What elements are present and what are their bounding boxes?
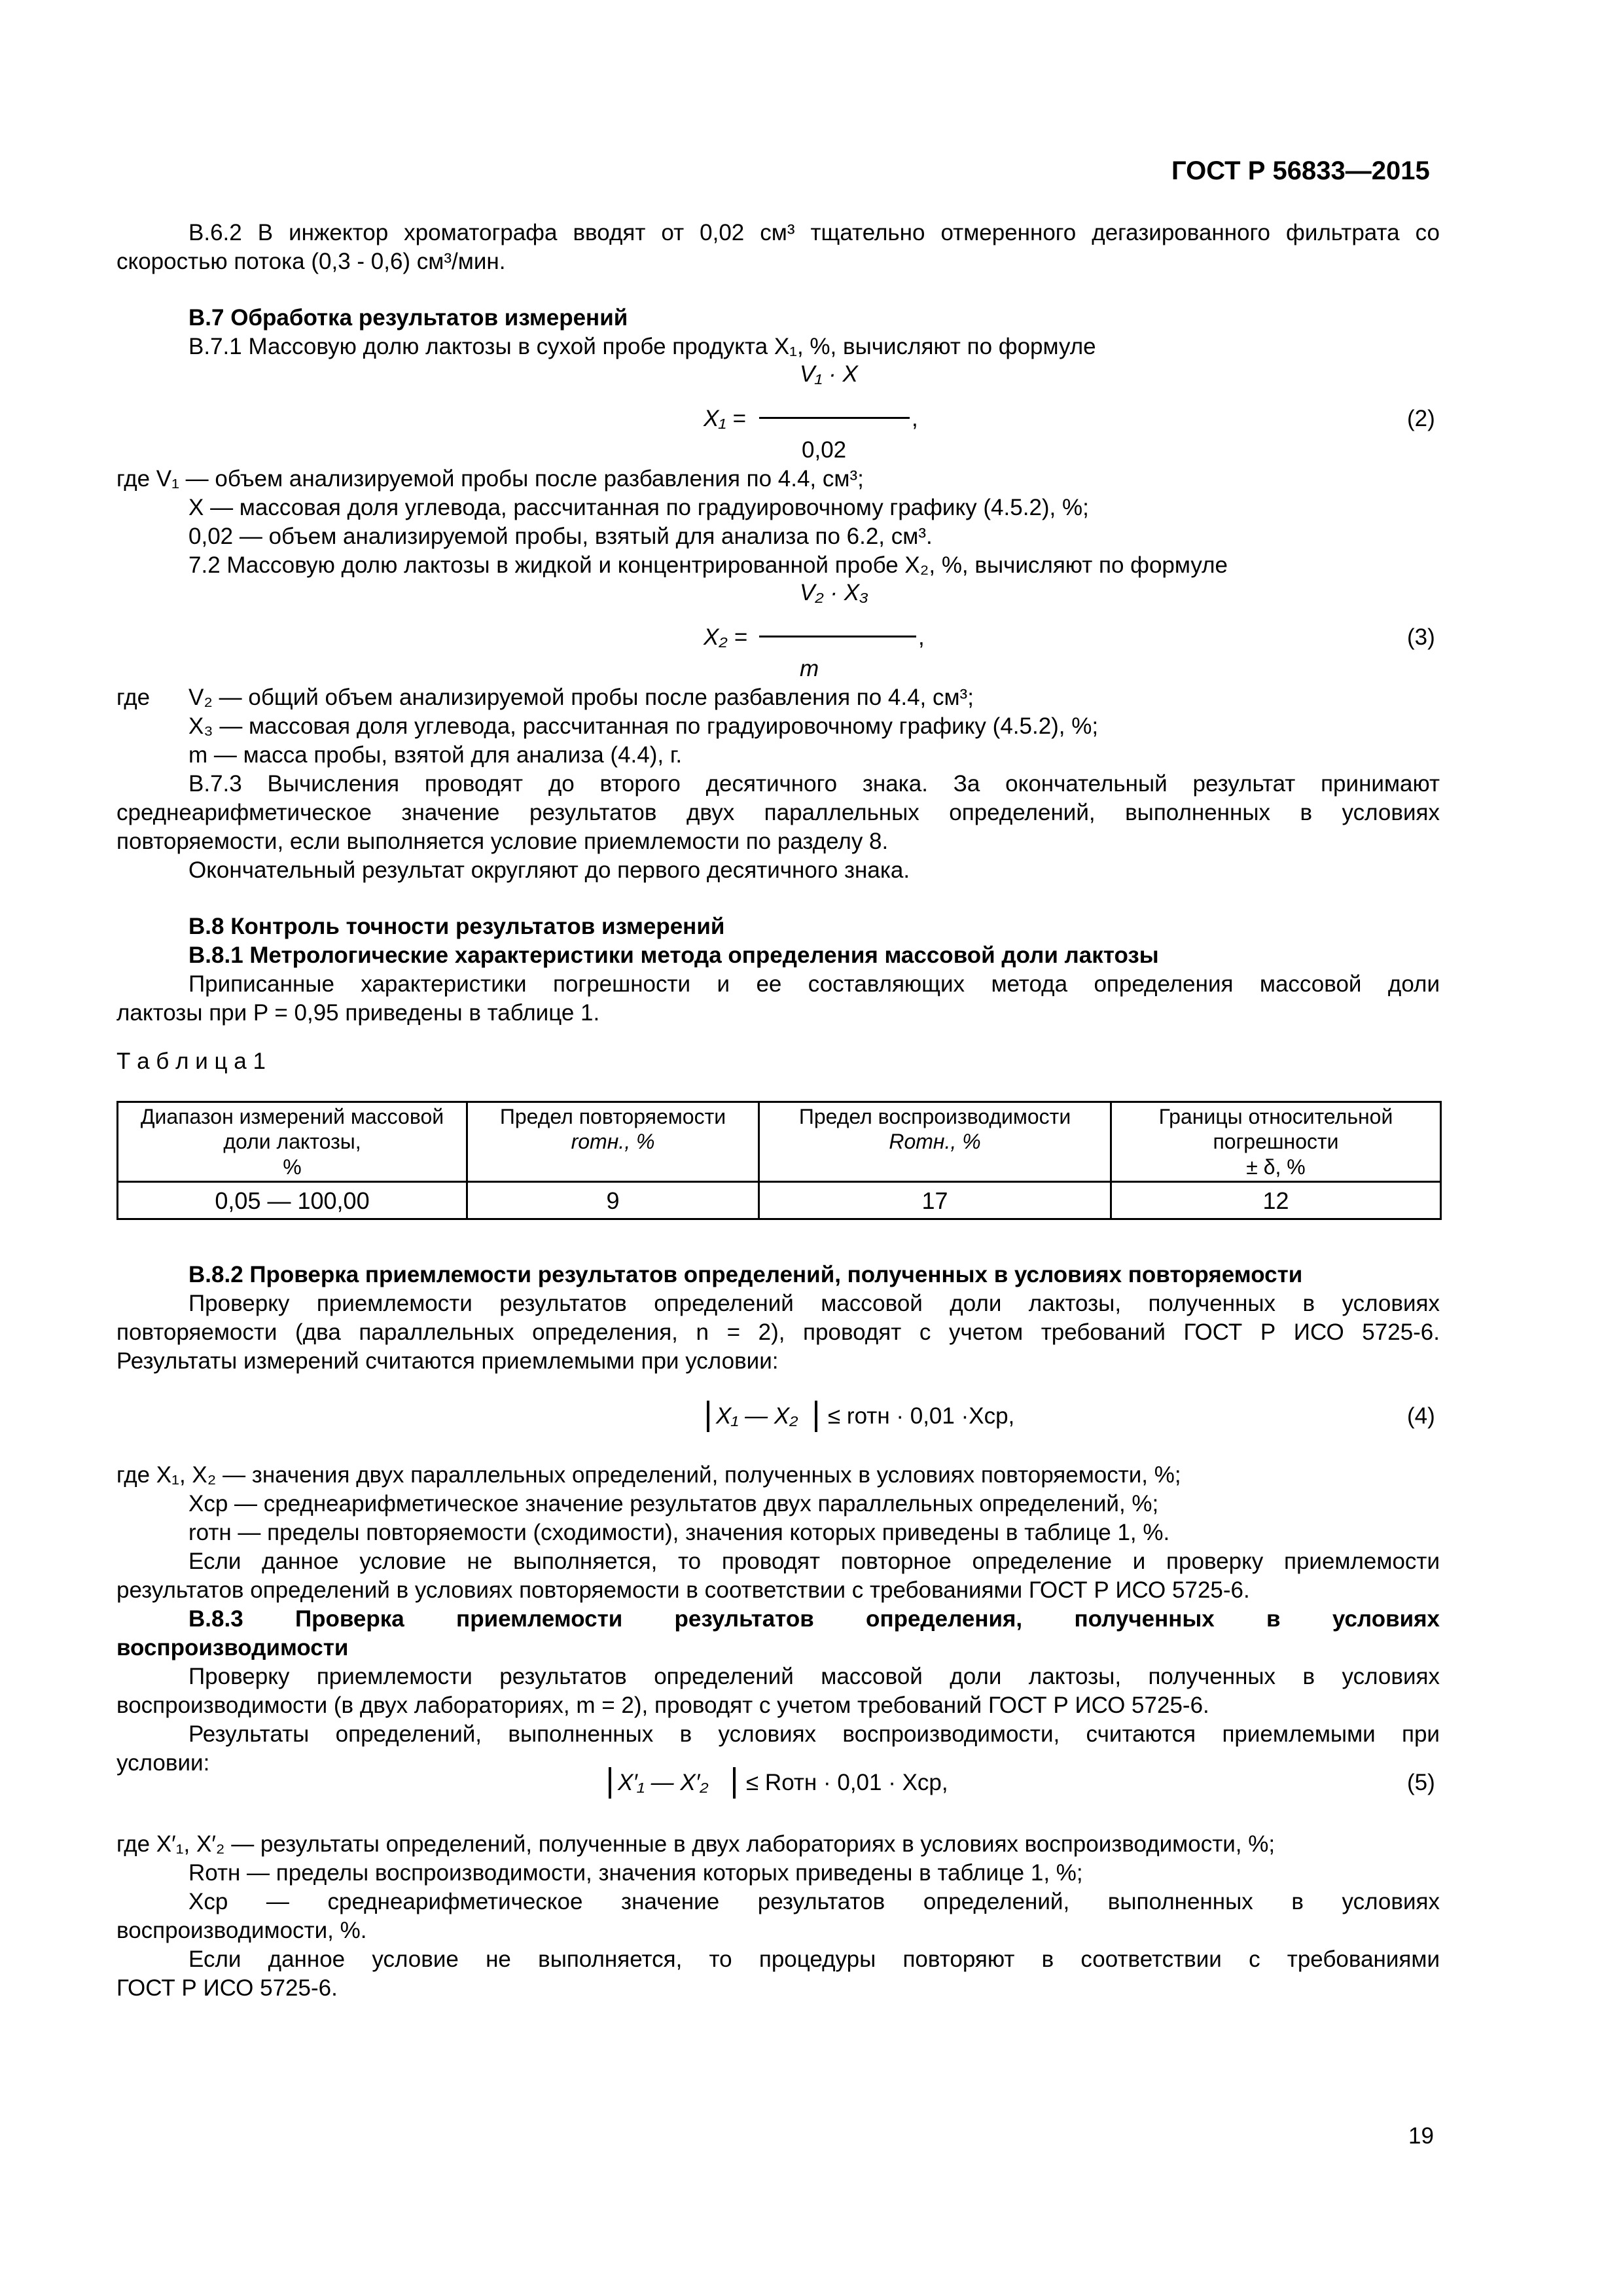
formula4-abs-bar-right [815,1401,817,1432]
b82-p2-line-1: Если данное условие не выполняется, то проводят повторное определение и проверку приемлемости [188,1549,1440,1574]
table-header-cell [1111,1102,1441,1182]
b83-line-3: Результаты определений, выполненных в условиях воспроизводимости, считаются приемлемыми при [188,1721,1440,1747]
formula2-comma: , [912,406,918,431]
b8-heading: В.8 Контроль точности результатов измерений [188,914,725,939]
b82-xcp-def: Xср — среднеарифметическое значение результатов двух параллельных определений, %; [188,1491,1159,1516]
b83-heading-line-2: воспроизводимости [116,1635,349,1660]
table-header-row [118,1102,1441,1182]
formula5-abs-bar-right [733,1767,736,1799]
b82-line-2: повторяемости (два параллельных определения, n = 2), проводят с учетом требований ГОСТ Р ИСО 5725-6. [116,1319,1440,1345]
formula2-fraction-line [759,417,910,419]
formula3-denominator: m [800,656,819,681]
formula2-denominator: 0,02 [802,437,847,463]
header-text: % [283,1155,302,1179]
b81-p1-line-1: Приписанные характеристики погрешности и ее составляющих метода определения массовой доли [188,971,1440,997]
b7-where-1: где V₁ — объем анализируемой пробы после разбавления по 4.4, см³; [116,466,864,492]
b7-p3-line-1: В.7.3 Вычисления проводят до второго десятичного знака. За окончательный результат принимают [188,771,1440,797]
header-text: Предел повторяемости [499,1105,726,1128]
b81-p1-line-2: лактозы при P = 0,95 приведены в таблице 1. [116,1000,600,1026]
header-text: доли лактозы, [223,1130,361,1154]
formula5-abs-content: X′₁ — X′₂ [618,1770,709,1795]
b7-v002-def: 0,02 — объем анализируемой пробы, взятый для анализа по 6.2, см³. [188,524,933,549]
b82-p2-line-2: результатов определений в условиях повторяемости в соответствии с требованиями ГОСТ Р ИСО 5725-6. [116,1577,1250,1603]
header-text: Границы относительной [1158,1105,1393,1128]
page-number: 19 [1408,2123,1434,2149]
b7-p3-line-3: повторяемости, если выполняется условие приемлемости по разделу 8. [116,829,889,854]
table-header-cell [467,1102,759,1182]
header-text: Диапазон измерений массовой [140,1105,444,1128]
table-cell: 12 [1111,1182,1441,1219]
table-header-cell [118,1102,467,1182]
formula2-number: (2) [1407,406,1435,431]
table-cell: 0,05 — 100,00 [118,1182,467,1219]
table-caption: Т а б л и ц а 1 [116,1049,266,1074]
header-text: Предел воспроизводимости [798,1105,1071,1128]
formula5-number: (5) [1407,1770,1435,1795]
b82-where-1: где X₁, X₂ — значения двух параллельных определений, полученных в условиях повторяемости, %; [116,1462,1181,1488]
b83-xcp-line-2: воспроизводимости, %. [116,1918,367,1943]
b83-line-1: Проверку приемлемости результатов определений массовой доли лактозы, полученных в условиях [188,1664,1440,1689]
b82-heading: В.8.2 Проверка приемлемости результатов определений, полученных в условиях повторяемости [188,1262,1303,1287]
b7-p1: В.7.1 Массовую долю лактозы в сухой пробе продукта X₁, %, вычисляют по формуле [188,334,1096,359]
b83-R-def: Rотн — пределы воспроизводимости, значения которых приведены в таблице 1, %; [188,1860,1083,1886]
formula3-lhs: X₂ = [704,624,747,650]
table-cell: 17 [759,1182,1111,1219]
b7-x-def: X — массовая доля углевода, рассчитанная по градуировочному графику (4.5.2), %; [188,495,1089,520]
table-cell: 9 [467,1182,759,1219]
b83-where-1: где X′₁, X′₂ — результаты определений, полученные в двух лабораториях в условиях воспроизводимости, %; [116,1831,1275,1857]
b62-line-2: скоростью потока (0,3 - 0,6) см³/мин. [116,249,506,274]
b7-p2: 7.2 Массовую долю лактозы в жидкой и концентрированной пробе X₂, %, вычисляют по формуле [188,552,1228,578]
formula5-rhs: ≤ Rотн · 0,01 · Xср, [746,1770,948,1795]
table-header-cell [759,1102,1111,1182]
table-1 [116,1101,1442,1220]
formula4-abs-content: X₁ — X₂ [716,1403,798,1429]
b7-v2-def: V₂ — общий объем анализируемой пробы после разбавления по 4.4, см³; [188,685,974,710]
b83-line-2: воспроизводимости (в двух лабораториях, m = 2), проводят с учетом требований ГОСТ Р ИСО 5725-6. [116,1693,1209,1718]
document-code: ГОСТ Р 56833—2015 [1171,156,1430,185]
b7-m-def: m — масса пробы, взятой для анализа (4.4), г. [188,742,683,768]
b62-line-1: В.6.2 В инжектор хроматографа вводят от 0,02 см³ тщательно отмеренного дегазированного фильтрата со [188,220,1440,245]
b83-heading-line-1: В.8.3 Проверка приемлемости результатов определения, полученных в условиях [188,1606,1440,1632]
formula4-number: (4) [1407,1403,1435,1429]
formula5-abs-bar-left [609,1767,611,1799]
b83-p-line-2: ГОСТ Р ИСО 5725-6. [116,1975,338,2001]
formula2-lhs: X₁ = [704,406,746,431]
header-text: ± δ, % [1246,1155,1306,1179]
formula4-abs-bar-left [707,1401,709,1432]
b83-line-4: условии: [116,1750,210,1776]
header-text: rотн., % [571,1130,655,1154]
b83-p-line-1: Если данное условие не выполняется, то процедуры повторяют в соответствии с требованиями [188,1946,1440,1972]
formula3-numerator: V₂ · X₃ [800,580,869,605]
header-text: Rотн., % [889,1130,981,1154]
b7-p3-line-2: среднеарифметическое значение результатов двух параллельных определений, выполненных в условиях [116,800,1440,825]
formula2-numerator: V₁ · X [800,361,858,387]
table-row [118,1182,1441,1219]
b7-x3-def: X₃ — массовая доля углевода, рассчитанная по градуировочному графику (4.5.2), %; [188,713,1099,739]
formula3-comma: , [918,624,925,650]
b81-heading: В.8.1 Метрологические характеристики метода определения массовой доли лактозы [188,942,1159,968]
formula4-rhs: ≤ rотн · 0,01 ·Xср, [828,1403,1015,1429]
b83-xcp-line-1: Xср — среднеарифметическое значение результатов определений, выполненных в условиях [188,1889,1440,1914]
formula3-number: (3) [1407,624,1435,650]
b82-r-def: rотн — пределы повторяемости (сходимости), значения которых приведены в таблице 1, %. [188,1520,1170,1545]
b82-line-1: Проверку приемлемости результатов определений массовой доли лактозы, полученных в условиях [188,1291,1440,1316]
b7-where-2-word: где [116,685,151,710]
b7-heading: В.7 Обработка результатов измерений [188,305,628,331]
formula3-fraction-line [759,636,916,637]
b82-line-3: Результаты измерений считаются приемлемыми при условии: [116,1348,779,1374]
b7-p4: Окончательный результат округляют до первого десятичного знака. [188,857,910,883]
header-text: погрешности [1213,1130,1339,1154]
